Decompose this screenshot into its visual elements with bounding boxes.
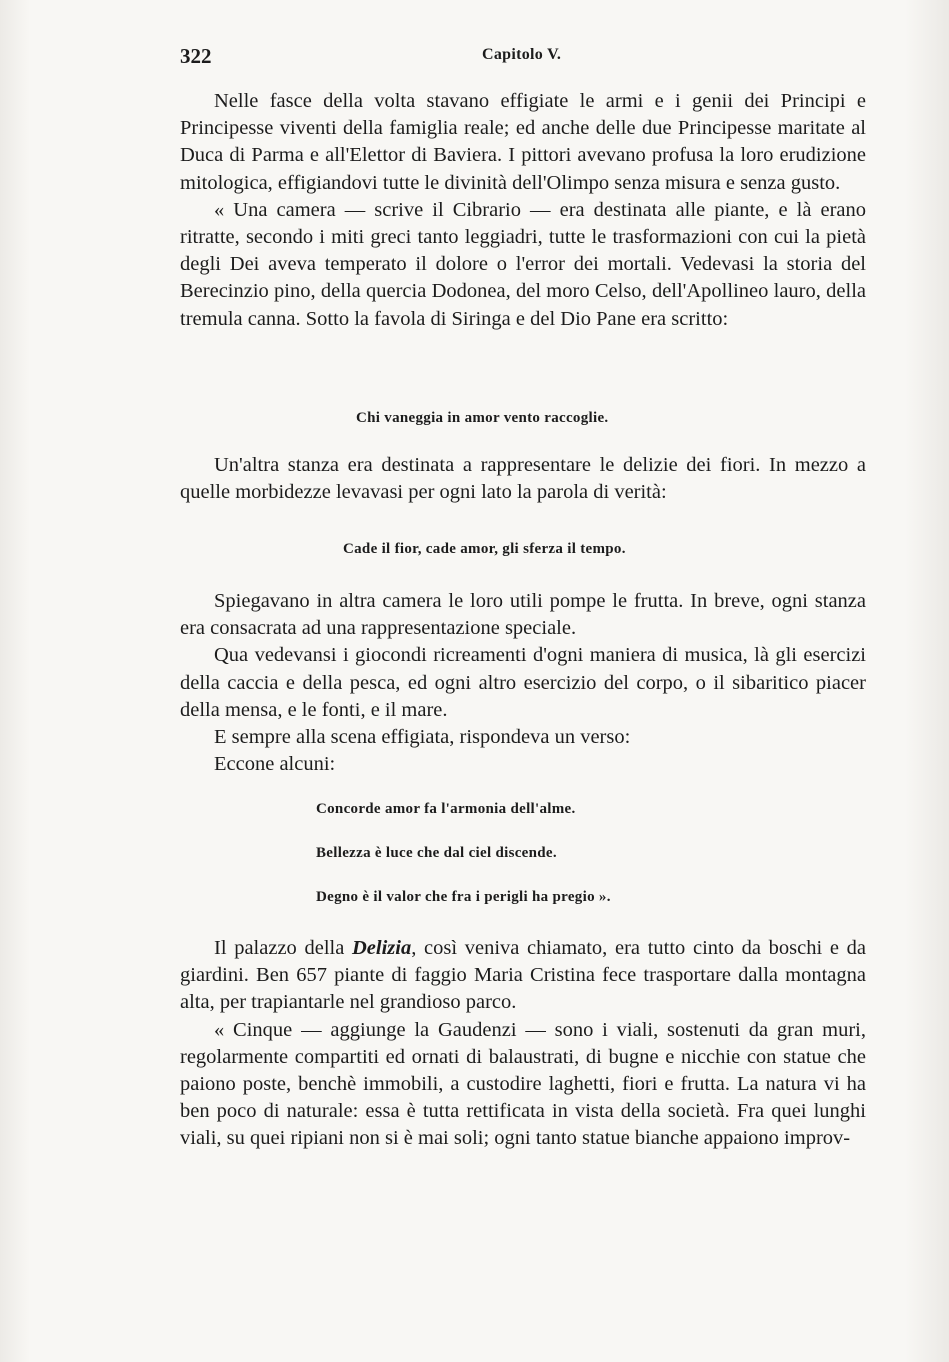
- paragraph: « Cinque — aggiunge la Gaudenzi — sono i viali, sostenuti da gran muri, regolarmente compartiti ed ornati di balaustrati, di bugne e nicchie con statue che paiono poste, benchè immobili, a custodire laghetti, fiori e frutta. La natura vi ha ben poco di naturale: essa è tutta rettificata in vista della società. Fra quei lunghi viali, su quei ripiani non si è mai soli; ogni tanto statue bianche appaiono improv-: [180, 1018, 866, 1150]
- paragraph: Eccone alcuni:: [214, 753, 336, 776]
- text-block-3: [180, 588, 866, 778]
- page-header: [180, 44, 866, 68]
- page-number: 322: [180, 44, 212, 68]
- paragraph: Nelle fasce della volta stavano effigiate le armi e i genii dei Principi e Principesse viventi della famiglia reale; ed anche delle due Principesse maritate al Duca di Parma e all'Elettor di Baviera. I pittori avevano profusa la loro erudizione mitologica, effigiandovi tutte le divinità dell'Olimpo senza misura e senza gusto.: [180, 90, 866, 194]
- verse-line: Concorde amor fa l'armonia dell'alme.: [316, 801, 576, 817]
- verse-line: Cade il fior, cade amor, gli sferza il tempo.: [343, 541, 626, 557]
- paragraph: Spiegavano in altra camera le loro utili pompe le frutta. In breve, ogni stanza era consacrata ad una rappresentazione speciale.: [180, 590, 866, 640]
- paragraph: « Una camera — scrive il Cibrario — era destinata alle piante, e là erano ritratte, secondo i miti greci tanto leggiadri, tutte le trasformazioni con cui la pietà degli Dei aveva temperato il dolore o l'error dei mortali. Vedevasi la storia del Berecinzio pino, della quercia Dodonea, del moro Celso, dell'Apollineo lauro, della tremula canna. Sotto la favola di Siringa e del Dio Pane era scritto:: [180, 198, 866, 330]
- paragraph: Qua vedevansi i giocondi ricreamenti d'ogni maniera di musica, là gli esercizi della caccia e della pesca, ed ogni altro esercizio del corpo, o il sibaritico piacer della mensa, e le fonti, e il mare.: [180, 644, 866, 721]
- paragraph-text: Il palazzo della: [214, 937, 352, 959]
- verse-line: Degno è il valor che fra i perigli ha pregio ».: [316, 889, 611, 905]
- text-block-4: [180, 935, 866, 1153]
- paragraph: [180, 935, 866, 1017]
- paragraph: Un'altra stanza era destinata a rappresentare le delizie dei fiori. In mezzo a quelle morbidezze levavasi per ogni lato la parola di verità:: [180, 454, 866, 504]
- text-block-2: [180, 452, 866, 506]
- verse-line: Chi vaneggia in amor vento raccoglie.: [356, 410, 609, 426]
- italic-term: Delizia: [352, 937, 412, 959]
- verse-line: Bellezza è luce che dal ciel discende.: [316, 845, 557, 861]
- paragraph: E sempre alla scena effigiata, rispondeva un verso:: [214, 726, 631, 749]
- text-block-1: [180, 88, 866, 333]
- paragraph-text: , così veniva chiamato, era tutto cinto da boschi e da giardini. Ben 657 piante di faggio Maria Cristina fece trasportare dalla montagna alta, per trapiantarle nel grandioso parco.: [180, 937, 867, 1014]
- running-title: Capitolo V.: [482, 46, 562, 63]
